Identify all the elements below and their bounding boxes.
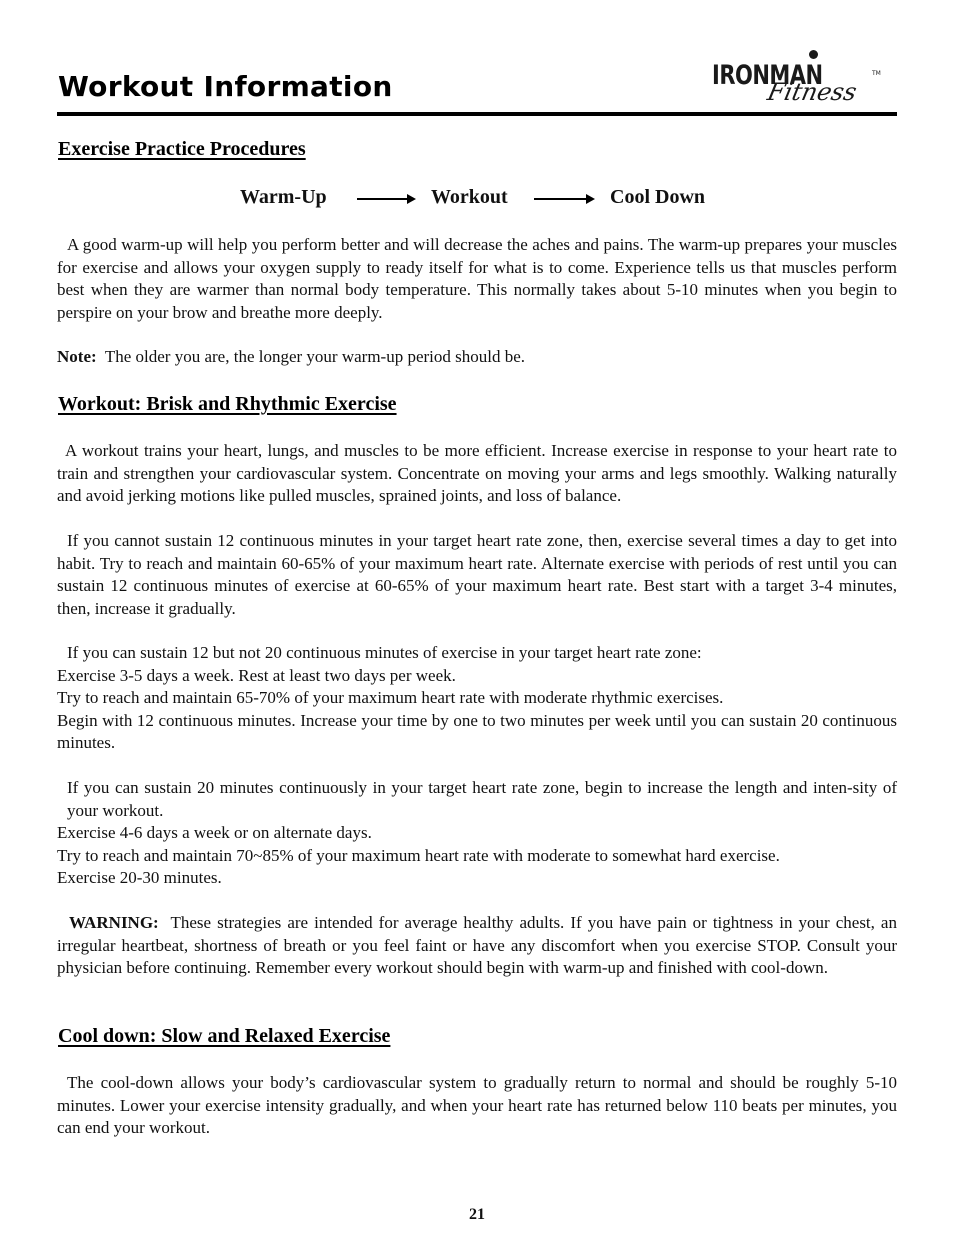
section-heading-workout: Workout: Brisk and Rhythmic Exercise <box>58 393 397 415</box>
flow-step-warmup: Warm-Up <box>240 186 327 208</box>
exercise-flow <box>0 186 954 212</box>
block4-line: If you can sustain 20 minutes continuously in your target heart rate zone, begin to increase the length and inten-sity of your workout. <box>67 778 897 820</box>
page-title: Workout Information <box>58 70 393 103</box>
logo-figure-icon <box>809 50 818 59</box>
workout-block-4 <box>57 777 897 890</box>
block4-line: Exercise 20-30 minutes. <box>57 868 222 887</box>
workout-paragraph-2: If you cannot sustain 12 continuous minutes in your target heart rate zone, then, exercise several times a day to get into habit. Try to reach and maintain 60-65% of your maximum heart rate. Alternate exercise with periods of rest until you can sustain 12 continuous minutes of exercise at 60-65% of your maximum heart rate. Best start with a target 3-4 minutes, then, increase it gradually. <box>57 531 897 618</box>
flow-arrow-icon <box>357 198 414 200</box>
flow-arrow-icon <box>534 198 593 200</box>
cooldown-paragraph: The cool-down allows your body’s cardiovascular system to gradually return to normal and should be roughly 5-10 minutes. Lower your exercise intensity gradually, and when your heart rate has returned below 110 beats per minutes, you can end your workout. <box>57 1073 897 1137</box>
warning-text: These strategies are intended for average healthy adults. If you have pain or tightness in your chest, an irregular heartbeat, shortness of breath or you feel faint or have any discomfort when you exercise STOP. Consult your physician before continuing. Remember every workout should begin with warm-up and finished with cool-down. <box>57 913 897 977</box>
page-number: 21 <box>469 1206 485 1223</box>
flow-step-workout: Workout <box>431 186 508 208</box>
block3-line: If you can sustain 12 but not 20 continuous minutes of exercise in your target heart rate zone: <box>67 643 702 662</box>
header-rule <box>57 112 897 116</box>
logo-brand-text: IRONMAN <box>712 60 823 90</box>
block4-line: Try to reach and maintain 70~85% of your maximum heart rate with moderate to somewhat hard exercise. <box>57 845 780 865</box>
warmup-paragraph: A good warm-up will help you perform better and will decrease the aches and pains. The warm-up prepares your muscles for exercise and allows your oxygen supply to ready itself for what is to come. Experience tells us that muscles perform best when they are warmer than normal body temperature. This normally takes about 5-10 minutes when you begin to perspire on your brow and breathe more deeply. <box>57 235 897 322</box>
ironman-fitness-logo <box>712 48 884 114</box>
note-line <box>57 346 897 369</box>
logo-script-text: Fitness <box>765 78 860 106</box>
warning-paragraph <box>57 912 897 980</box>
block3-line: Exercise 3-5 days a week. Rest at least two days per week. <box>57 665 456 685</box>
block3-line: Try to reach and maintain 65-70% of your maximum heart rate with moderate rhythmic exercises. <box>57 688 724 707</box>
workout-block-3 <box>57 642 897 755</box>
flow-step-cooldown: Cool Down <box>610 186 706 208</box>
warning-label: WARNING: <box>69 913 159 932</box>
note-label: Note: <box>57 347 97 366</box>
logo-trademark: TM <box>872 70 881 77</box>
section-heading-cooldown: Cool down: Slow and Relaxed Exercise <box>58 1025 391 1047</box>
section-heading-practice: Exercise Practice Procedures <box>58 138 306 160</box>
note-text: The older you are, the longer your warm-up period should be. <box>104 347 526 366</box>
block4-line: Exercise 4-6 days a week or on alternate days. <box>57 823 372 842</box>
workout-paragraph-1: A workout trains your heart, lungs, and muscles to be more efficient. Increase exercise in response to your heart rate to train and strengthen your cardiovascular system. Concentrate on moving your arms and legs smoothly. Walking naturally and avoid jerking motions like pulled muscles, sprained joints, and loss of balance. <box>57 441 897 505</box>
block3-line: Begin with 12 continuous minutes. Increase your time by one to two minutes per week until you can sustain 20 continuous minutes. <box>57 710 897 752</box>
